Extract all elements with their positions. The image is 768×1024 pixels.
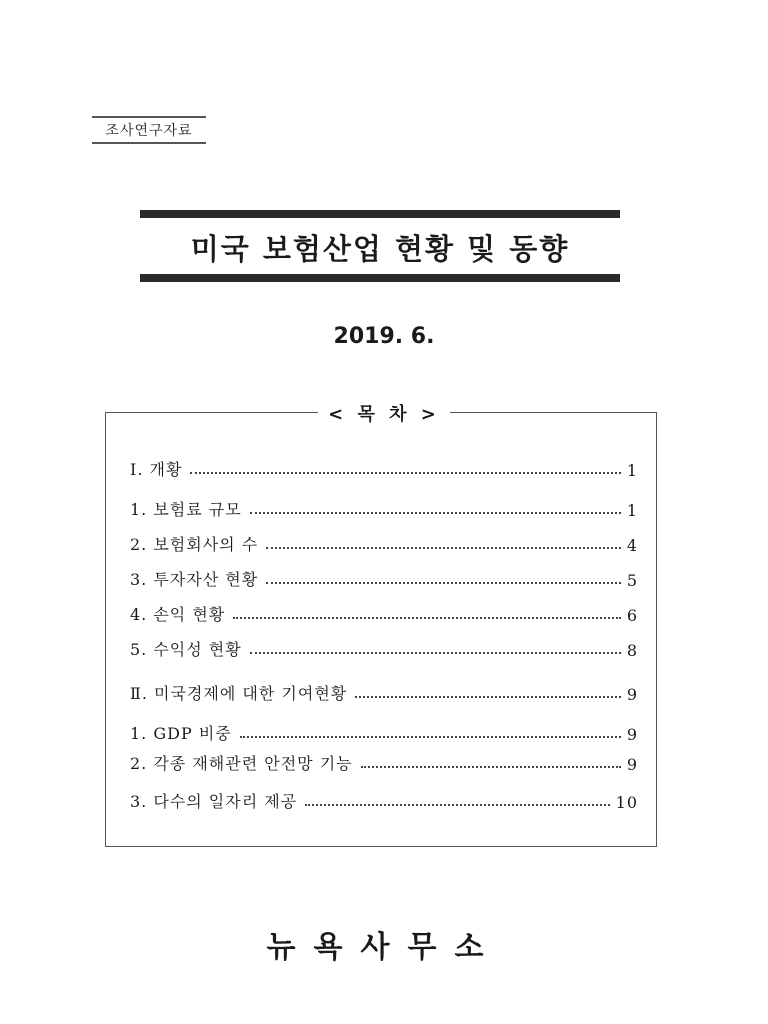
document-date: 2019. 6.: [333, 324, 435, 349]
toc-leader: [266, 547, 621, 549]
title-rule-top: [140, 210, 620, 218]
toc-leader: [240, 736, 621, 738]
toc-entry-page: 1: [626, 501, 638, 520]
toc-entry-page: 9: [626, 755, 638, 774]
issuing-office: 뉴욕사무소: [266, 930, 502, 965]
toc-entry-label: 2. 보험회사의 수: [130, 535, 259, 554]
toc-entry-2-2[interactable]: [130, 746, 638, 774]
toc-entry-label: Ⅰ. 개황: [130, 460, 183, 479]
toc-entry-section-2[interactable]: [130, 676, 638, 704]
toc-entry-page: 5: [626, 571, 638, 590]
toc-heading: [0, 400, 768, 426]
toc-entry-label: 1. 보험료 규모: [130, 500, 242, 519]
toc-leader: [355, 696, 621, 698]
toc-entry-label: 1. GDP 비중: [130, 724, 232, 743]
toc-entry-2-1[interactable]: [130, 716, 638, 744]
toc-entry-label: 3. 다수의 일자리 제공: [130, 792, 298, 811]
toc-entry-1-1[interactable]: [130, 492, 638, 520]
toc-entry-page: 10: [615, 793, 638, 812]
toc-heading-label: < 목 차 >: [318, 404, 450, 425]
title-rule-bottom: [140, 274, 620, 282]
toc-leader: [266, 582, 621, 584]
toc-entry-2-3[interactable]: [130, 784, 638, 812]
toc-entry-label: 2. 각종 재해관련 안전망 기능: [130, 754, 353, 773]
toc-entry-1-4[interactable]: [130, 597, 638, 625]
toc-entry-page: 9: [626, 685, 638, 704]
toc-leader: [361, 766, 621, 768]
toc-leader: [250, 512, 621, 514]
toc-entry-label: 3. 투자자산 현황: [130, 570, 259, 589]
toc-leader: [190, 472, 620, 474]
toc-entry-label: 4. 손익 현황: [130, 605, 226, 624]
toc-entry-page: 6: [626, 606, 638, 625]
toc-entry-page: 1: [626, 461, 638, 480]
toc-leader: [233, 617, 621, 619]
document-type-tag: 조사연구자료: [92, 116, 206, 144]
toc-entry-label: 5. 수익성 현황: [130, 640, 242, 659]
toc-entry-section-1[interactable]: [130, 452, 638, 480]
toc-leader: [250, 652, 621, 654]
toc-leader: [305, 804, 609, 806]
toc-entry-1-5[interactable]: [130, 632, 638, 660]
toc-entry-label: Ⅱ. 미국경제에 대한 기여현황: [130, 684, 348, 703]
document-title: 미국 보험산업 현황 및 동향: [190, 231, 570, 266]
toc-entry-1-3[interactable]: [130, 562, 638, 590]
toc-entry-page: 9: [626, 725, 638, 744]
toc-entry-page: 8: [626, 641, 638, 660]
toc-entry-1-2[interactable]: [130, 527, 638, 555]
toc-entry-page: 4: [626, 536, 638, 555]
